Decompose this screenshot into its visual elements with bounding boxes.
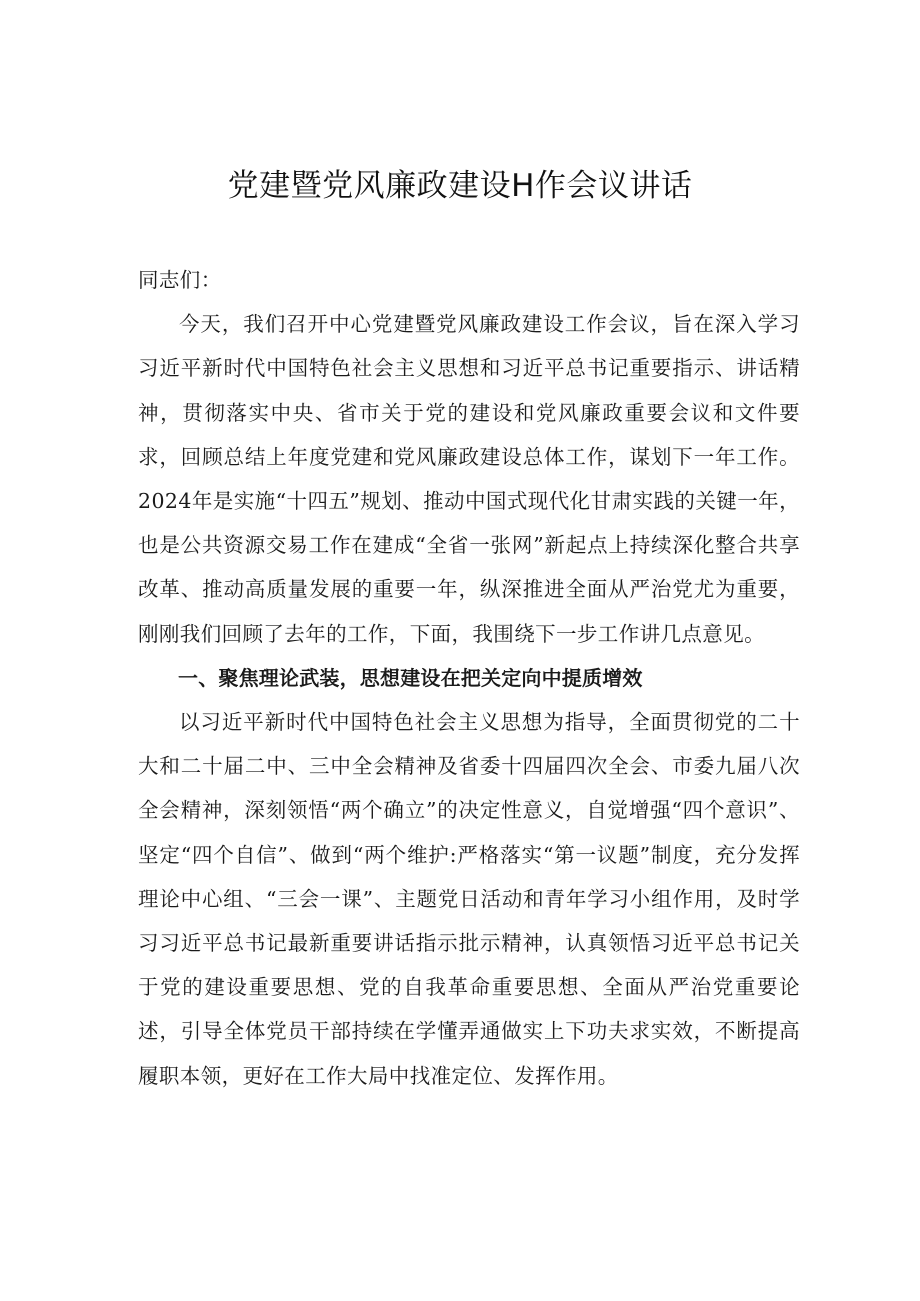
paragraph-intro: 今天，我们召开中心党建暨党风廉政建设工作会议，旨在深入学习习近平新时代中国特色社会主义思想和习近平总书记重要指示、讲话精神，贯彻落实中央、省市关于党的建设和党风廉政重要会议和文件要求，回顾总结上年度党建和党风廉政建设总体工作，谋划下一年工作。2024年是实施“十四五”规划、推动中国式现代化甘肃实践的关键一年，也是公共资源交易工作在建成“全省一张网”新起点上持续深化整合共享改革、推动高质量发展的重要一年，纵深推进全面从严治党尤为重要，刚刚我们回顾了去年的工作，下面，我围绕下一步工作讲几点意见。 — [138, 312, 800, 646]
paragraph-section-1: 以习近平新时代中国特色社会主义思想为指导，全面贯彻党的二十大和二十届二中、三中全会精神及省委十四届四次全会、市委九届八次全会精神，深刻领悟“两个确立”的决定性意义，自觉增强“四个意识”、坚定“四个自信”、做到“两个维护:严格落实“第一议题”制度，充分发挥理论中心组、“三会一课”、主题党日活动和青年学习小组作用，及时学习习近平总书记最新重要讲话指示批示精神，认真领悟习近平总书记关于党的建设重要思想、党的自我革命重要思想、全面从严治党重要论述，引导全体党员干部持续在学懂弄通做实上下功夫求实效，不断提高履职本领，更好在工作大局中找准定位、发挥作用。 — [138, 710, 800, 1088]
section-heading-1: 一、聚焦理论武装，思想建设在把关定向中提质增效 — [178, 665, 643, 690]
document-title: 党建暨党风廉政建设H作会议讲话 — [227, 168, 693, 204]
salutation: 同志们： — [138, 268, 222, 292]
document-body — [138, 258, 800, 1098]
